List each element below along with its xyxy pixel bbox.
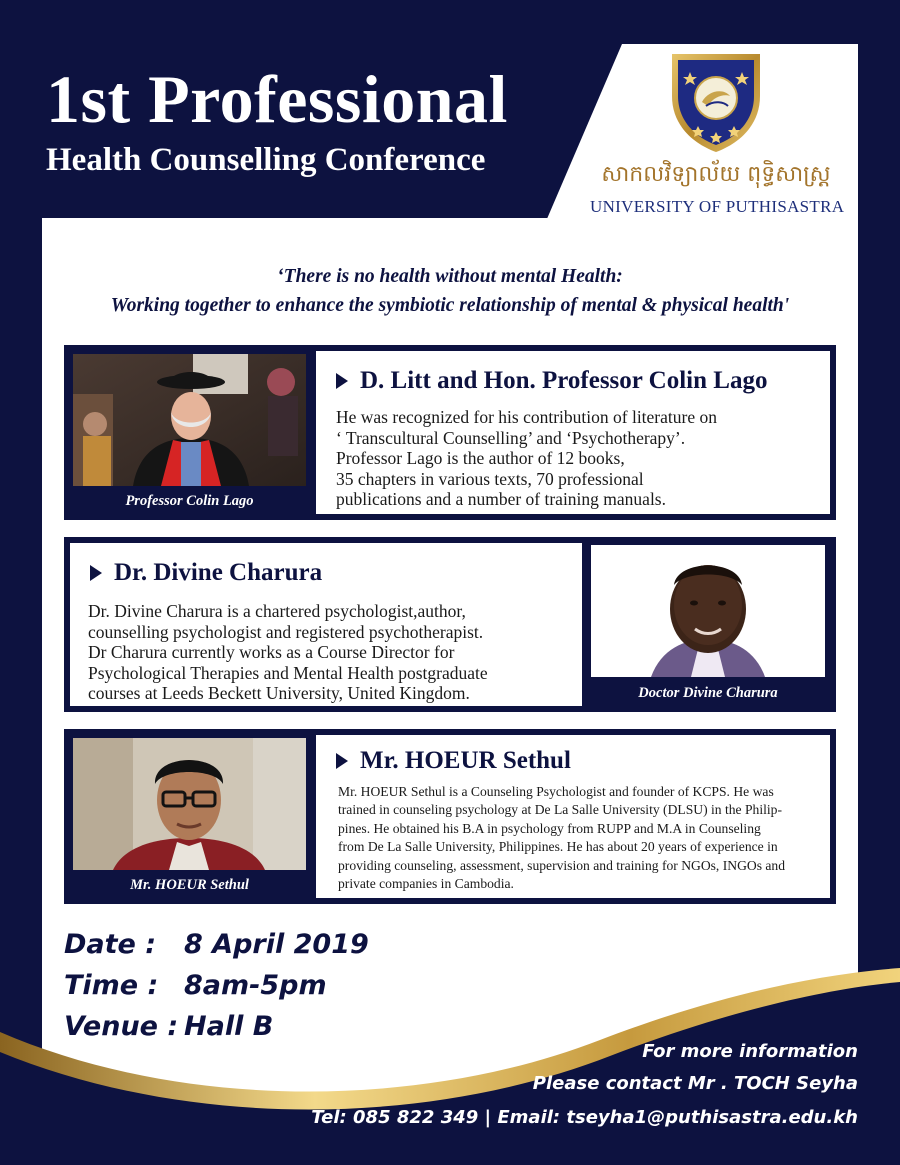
quote-line-1: ‘There is no health without mental Health: bbox=[277, 266, 623, 287]
event-date-row bbox=[64, 924, 369, 965]
date-label: Date : bbox=[64, 929, 157, 960]
speaker-card-divine-charura bbox=[64, 537, 836, 712]
speaker-name-divine-charura: Dr. Divine Charura bbox=[90, 559, 322, 587]
speaker-photo-hoeur-sethul bbox=[73, 738, 306, 870]
speaker-caption-divine-charura: Doctor Divine Charura bbox=[638, 685, 778, 701]
contact-tel-email[interactable]: Tel: 085 822 349 | Email: tseyha1@puthisastra.edu.kh bbox=[311, 1107, 858, 1128]
quote-line-2: Working together to enhance the symbiotic relationship of mental & physical health' bbox=[110, 295, 790, 316]
speaker-info-divine-charura bbox=[70, 543, 582, 706]
date-value: 8 April 2019 bbox=[184, 929, 369, 960]
contact-heading: For more information bbox=[642, 1041, 858, 1062]
speaker-name-hoeur-sethul: Mr. HOEUR Sethul bbox=[336, 747, 571, 775]
speaker-bio-colin-lago: He was recognized for his contribution of literature on ‘ Transcultural Counselling’ and ‘Psychotherapy’. Professor Lago is the author of 12 books, 35 chapters in various texts, 70 professional publications and a number of training manuals. bbox=[336, 407, 717, 509]
speaker-photo-divine-charura bbox=[591, 545, 825, 677]
poster-title: 1st Professional bbox=[46, 61, 508, 137]
footer-wave bbox=[0, 960, 900, 1165]
bullet-triangle-icon bbox=[90, 565, 102, 581]
speaker-card-colin-lago bbox=[64, 345, 836, 520]
speaker-info-colin-lago bbox=[316, 351, 830, 514]
speaker-name-colin-lago: D. Litt and Hon. Professor Colin Lago bbox=[336, 367, 767, 395]
speaker-caption-hoeur-sethul: Mr. HOEUR Sethul bbox=[130, 877, 249, 893]
speaker-info-hoeur-sethul bbox=[316, 735, 830, 898]
time-value: 8am-5pm bbox=[184, 970, 327, 1001]
bullet-triangle-icon bbox=[336, 753, 348, 769]
university-name-english: UNIVERSITY OF PUTHISASTRA bbox=[590, 197, 845, 216]
venue-label: Venue : bbox=[64, 1011, 179, 1042]
speaker-bio-hoeur-sethul: Mr. HOEUR Sethul is a Counseling Psychologist and founder of KCPS. He was trained in counseling psychology at De La Salle University (DLSU) in the Philip- pines. He obtained his B.A in psychology from RUPP and M.A in Counseling from De La Salle University, Philippines. He has about 20 years of experience in providing counseling, assessment, supervision and training for NGOs, INGOs and private companies in Cambodia. bbox=[338, 784, 786, 892]
conference-theme-quote bbox=[42, 262, 858, 320]
venue-value: Hall B bbox=[184, 1011, 274, 1042]
speaker-card-hoeur-sethul bbox=[64, 729, 836, 904]
time-label: Time : bbox=[64, 970, 159, 1001]
university-name-khmer: សាកលវិទ្យាល័យ ពុទ្ធិសាស្ត្រ bbox=[601, 162, 831, 187]
contact-person: Please contact Mr . TOCH Seyha bbox=[532, 1073, 858, 1094]
university-crest-icon bbox=[668, 50, 764, 154]
speaker-bio-divine-charura: Dr. Divine Charura is a chartered psychologist,author, counselling psychologist and registered psychotherapist. Dr Charura currently works as a Course Director for Psychological Therapies and Mental Health postgraduate courses at Leeds Beckett University, United Kingdom. bbox=[88, 601, 488, 703]
bullet-triangle-icon bbox=[336, 373, 348, 389]
speaker-photo-colin-lago bbox=[73, 354, 306, 486]
speaker-caption-colin-lago: Professor Colin Lago bbox=[125, 493, 254, 509]
poster-subtitle: Health Counselling Conference bbox=[46, 142, 486, 178]
